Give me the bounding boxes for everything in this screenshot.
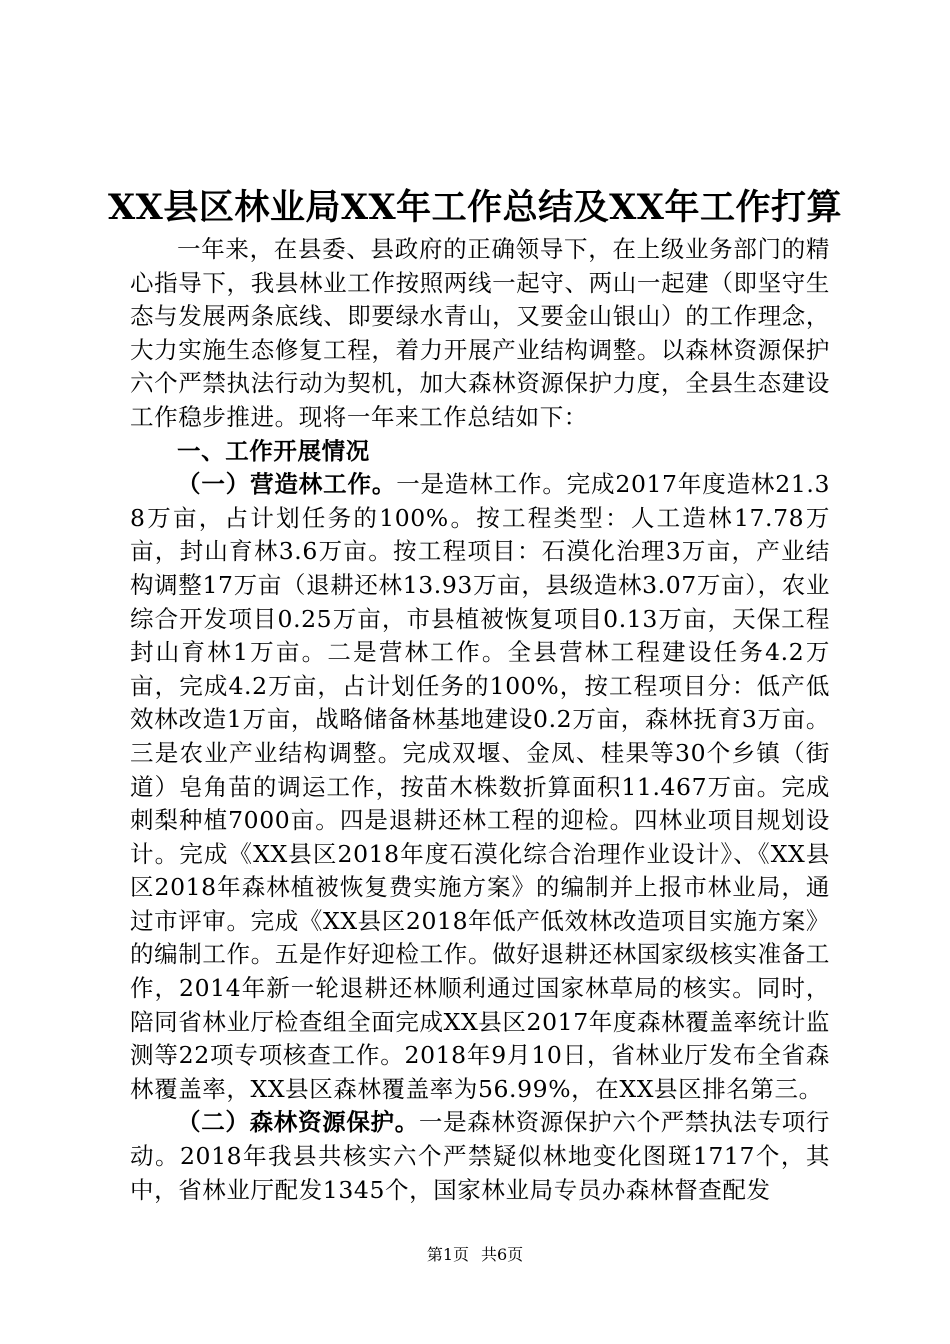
afforestation-text: 一是造林工作。完成2017年度造林21.38万亩，占计划任务的100%。按工程类型：人工造林17.78万亩，封山育林3.6万亩。按工程项目：石漠化治理3万亩，产业结构调整17万亩（退耕还林13.93万亩，县级造林3.07万亩），农业综合开发项目0.25万亩，市县植被恢复项目0.13万亩，天保工程封山育林1万亩。二是营林工作。全县营林工程建设任务4.2万亩，完成4.2万亩，占计划任务的100%，按工程项目分：低产低效林改造1万亩，战略储备林基地建设0.2万亩，森林抚育3万亩。三是农业产业结构调整。完成双堰、金凤、桂果等30个乡镇（街道）皂角苗的调运工作，按苗木株数折算面积11.467万亩。完成刺梨种植7000亩。四是退耕还林工程的迎检。四林业项目规划设计。完成《XX县区2018年度石漠化综合治理作业设计》、《XX县区2018年森林植被恢复费实施方案》的编制并上报市林业局，通过市评审。完成《XX县区2018年低产低效林改造项目实施方案》的编制工作。五是作好迎检工作。做好退耕还林国家级核实准备工作，2014年新一轮退耕还林顺利通过国家林草局的核实。同时，陪同省林业厅检查组全面完成XX县区2017年度森林覆盖率统计监测等22项专项核查工作。2018年9月10日，省林业厅发布全省森林覆盖率，XX县区森林覆盖率为56.99%，在XX县区排名第三。 [130,470,830,1103]
forest-protection-text: 一是森林资源保护六个严禁执法专项行动。2018年我县共核实六个严禁疑似林地变化图斑1717个，其中，省林业厅配发1345个，国家林业局专员办森林督查配发 [130,1108,831,1204]
forest-protection-paragraph [130,1106,830,1207]
afforestation-paragraph [130,468,830,1106]
document-body [130,233,830,1207]
forest-protection-heading: （二）森林资源保护。 [177,1108,419,1137]
page-footer [0,1245,950,1265]
page-number: 第1页 [426,1245,469,1264]
intro-paragraph: 一年来，在县委、县政府的正确领导下，在上级业务部门的精心指导下，我县林业工作按照两线一起守、两山一起建（即坚守生态与发展两条底线、即要绿水青山，又要金山银山）的工作理念，大力实施生态修复工程，着力开展产业结构调整。以森林资源保护六个严禁执法行动为契机，加大森林资源保护力度，全县生态建设工作稳步推进。现将一年来工作总结如下： [130,235,830,431]
document-title: XX县区林业局XX年工作总结及XX年工作打算 [108,187,842,228]
section-heading-work-status: 一、工作开展情况 [177,436,370,465]
page-total: 共6页 [481,1245,524,1264]
afforestation-heading: （一）营造林工作。 [177,470,397,499]
